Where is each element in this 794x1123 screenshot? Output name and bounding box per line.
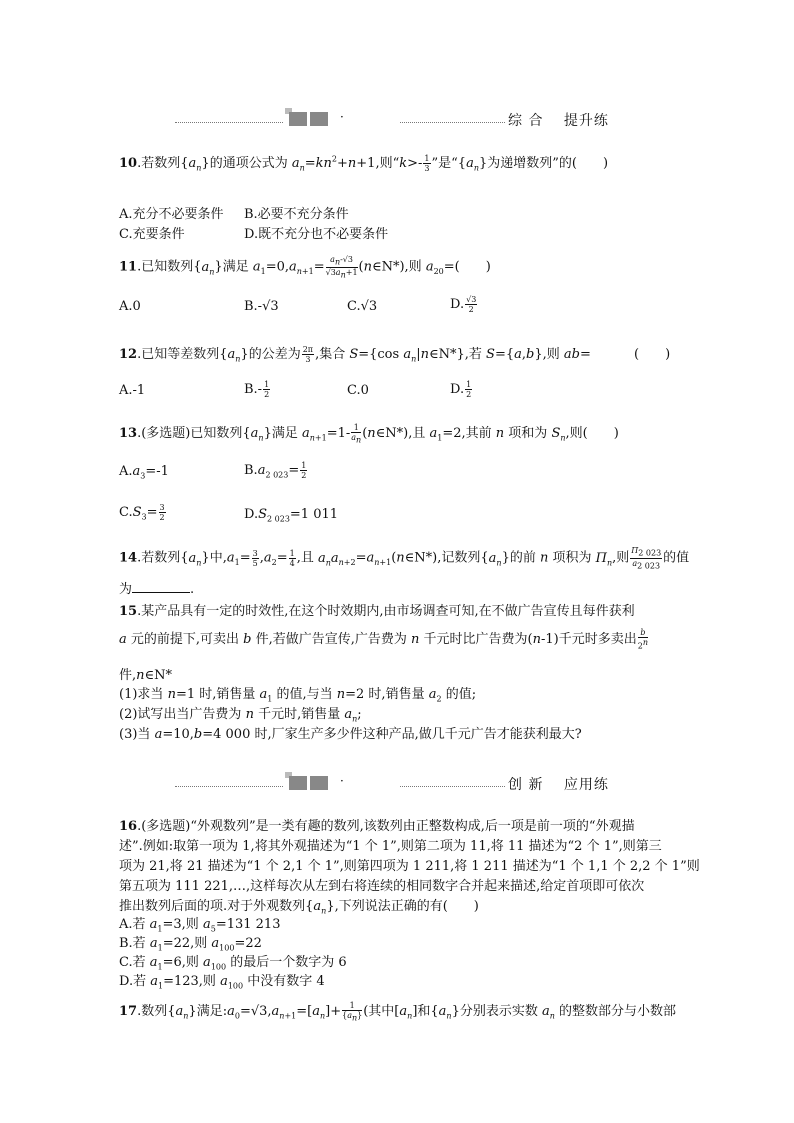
question-number: 13 (119, 426, 138, 441)
dotted-rule (400, 786, 505, 787)
question-16-line-2: 述”.例如:取第一项为 1,将其外观描述为“1 个 1”,则第二项为 11,将 11 描述为“2 个 1”,则第三 (119, 839, 662, 854)
header-block (310, 776, 328, 790)
fraction-1-4: $\frac{1}{4}$ (289, 548, 295, 568)
q15-sub-2: (2)试写出当广告费为 n 千元时,销售量 $a_n$; (119, 707, 362, 724)
fraction-recurrence: $\frac{a_n-√3}{√3a_n+1}$ (325, 255, 358, 280)
header-block (289, 776, 307, 790)
header-dot: · (340, 774, 344, 788)
q11-option-c: C.√3 (347, 299, 378, 314)
question-15-line-3: 件,n∈N* (119, 668, 173, 683)
question-16-line-5: 推出数列后面的项.对于外观数列$\{a_n\}$,下列说法正确的有( ) (119, 899, 479, 916)
dotted-rule (175, 122, 283, 123)
section-label: 创 新 应用练 (508, 777, 609, 793)
question-12: 12.已知等差数列$\{a_n\}$的公差为 $\frac{2\pi}{3}$ ,集合 S={cos $a_n|n\in N*$},若 S={a,b},则 ab= (119, 345, 591, 364)
fraction-b-2n: $\frac{b}{2^n}$ (637, 628, 648, 651)
fraction-sqrt3-2: $\frac{√3}{2}$ (466, 295, 477, 314)
fraction-1-2: $\frac{1}{2}$ (466, 380, 472, 399)
question-number: 17 (119, 1004, 138, 1019)
question-number: 14 (119, 550, 138, 566)
q10-option-b: B.必要不充分条件 (244, 207, 349, 222)
fraction-1-frac-an: $\frac{1}{\{a_n\}}$ (342, 1000, 363, 1023)
q10-option-a: A.充分不必要条件 (119, 207, 224, 222)
fraction-1-3: $\frac{1}{3}$ (424, 154, 430, 173)
q16-option-b: B.若 $a_1=22$,则 $a_{100}=22$ (119, 936, 262, 953)
q11-option-a: A.0 (119, 299, 141, 314)
fraction-1-2: $\frac{1}{2}$ (264, 380, 270, 399)
question-11: 11.已知数列$\{a_n\}$满足 $a_1=0,a_{n+1}=$ $\frac{a_n-√3}{√3a_n+1}$ (n∈N*),则 $a_{20}=$( ) (119, 255, 491, 280)
section-header-innovation (175, 772, 620, 794)
q15-sub-1: (1)求当 n=1 时,销售量 $a_1$ 的值,与当 n=2 时,销售量 $a_2$ 的值; (119, 687, 477, 704)
question-number: 15 (119, 604, 138, 619)
q16-option-d: D.若 $a_1=123$,则 $a_{100}$ 中没有数字 4 (119, 974, 325, 991)
header-block (289, 112, 307, 126)
section-label: 综 合 提升练 (508, 113, 609, 129)
q16-option-a: A.若 $a_1=3$,则 $a_5=131$ 213 (119, 917, 281, 934)
q14-line-2: 为 . (119, 582, 195, 597)
question-16-line-4: 第五项为 111 221,…,这样每次从左到右将连续的相同数字合并起来描述,给定首项即可依次 (119, 879, 645, 894)
dotted-rule (400, 122, 505, 123)
q15-sub-3: (3)当 a=10,b=4 000 时,厂家生产多少件这种产品,做几千元广告才能获利最大? (119, 727, 582, 742)
q12-option-b: B.- $\frac{1}{2}$ (244, 380, 270, 399)
q12-answer-paren: ( ) (634, 347, 671, 362)
q13-option-b: $B.a_{2 023}=$ $\frac{1}{2}$ (244, 461, 307, 480)
answer-blank[interactable] (132, 580, 190, 593)
question-15-line-1: 15.某产品具有一定的时效性,在这个时效期内,由市场调查可知,在不做广告宣传且每件获利 (119, 604, 635, 619)
fraction-2pi-3: $\frac{2\pi}{3}$ (302, 345, 314, 364)
fraction-3-2: $\frac{3}{2}$ (159, 503, 165, 522)
fraction-1-an: $\frac{1}{a_n}$ (351, 422, 362, 445)
fraction-1-2: $\frac{1}{2}$ (301, 461, 307, 480)
question-16-line-1: 16.(多选题)“外观数列”是一类有趣的数列,该数列由正整数构成,后一项是前一项的“外观描 (119, 819, 635, 834)
question-10: 10.若数列$\{a_n\}$的通项公式为 $a_n=kn^2+n+1$,则“k>- $\frac{1}{3}$ ”是“$\{a_n\}$为递增数列”的( ) (119, 154, 609, 173)
header-dot: · (340, 110, 344, 124)
question-15-line-2: a 元的前提下,可卖出 b 件,若做广告宣传,广告费为 n 千元时比广告费为(n-1)千元时多卖出 $\frac{b}{2^n}$ (119, 628, 648, 651)
q16-option-c: C.若 $a_1=6$,则 $a_{100}$ 的最后一个数字为 6 (119, 955, 347, 972)
q12-option-a: A.-1 (119, 383, 146, 398)
q10-option-c: C.充要条件 (119, 227, 185, 242)
fraction-pi-a: $\frac{\Pi_{2 023}}{a_{2 023}}$ (631, 546, 662, 571)
question-number: 12 (119, 347, 138, 362)
q12-option-c: C.0 (347, 383, 369, 398)
q10-option-d: D.既不充分也不必要条件 (244, 227, 389, 242)
q13-option-c: $C.S_3=$ $\frac{3}{2}$ (119, 503, 165, 522)
question-number: 11 (119, 259, 138, 275)
q11-option-b: B.-√3 (244, 299, 279, 314)
fraction-3-5: $\frac{3}{5}$ (252, 548, 258, 568)
header-block (310, 112, 328, 126)
q11-option-d: D. $\frac{√3}{2}$ (450, 295, 477, 314)
question-16-line-3: 项为 21,将 21 描述为“1 个 2,1 个 1”,则第四项为 1 211,将 1 211 描述为“1 个 1,1 个 2,2 个 1”则 (119, 859, 700, 874)
question-number: 16 (119, 819, 138, 834)
q12-option-d: D. $\frac{1}{2}$ (450, 380, 472, 399)
question-17: 17.数列$\{a_n\}$满足$:a_0=√3,a_{n+1}=[a_n]+$ $\frac{1}{\{a_n\}}$ (其中$[a_n]$和$\{a_n\}$分别表示实数 $a_n$ 的整数部分与小数部 (119, 1000, 677, 1023)
q13-option-d: $D.S_{2 023}=1$ 011 (244, 507, 339, 524)
dotted-rule (175, 786, 283, 787)
question-number: 10 (119, 156, 138, 171)
q13-option-a: $A.a_3=-1$ (119, 464, 169, 481)
question-14: 14.若数列$\{a_n\}$中$,a_1=$ $\frac{3}{5}$ $,a_2=$ $\frac{1}{4}$ ,且 $a_na_{n+2}=a_{n+1}(n\in N*)$,记数列$\{a_n\}$的前 n 项积为 $\Pi_n$,则 $\frac{\Pi_{2 023}}{a_{2 023}}$ 的值 (119, 546, 690, 571)
section-header-comprehensive (175, 108, 620, 130)
question-13: 13.(多选题)已知数列$\{a_n\}$满足 $a_{n+1}=1-$ $\frac{1}{a_n}$ (n∈N*),且 $a_1=2$,其前 n 项和为 $S_n$,则( ) (119, 422, 619, 445)
